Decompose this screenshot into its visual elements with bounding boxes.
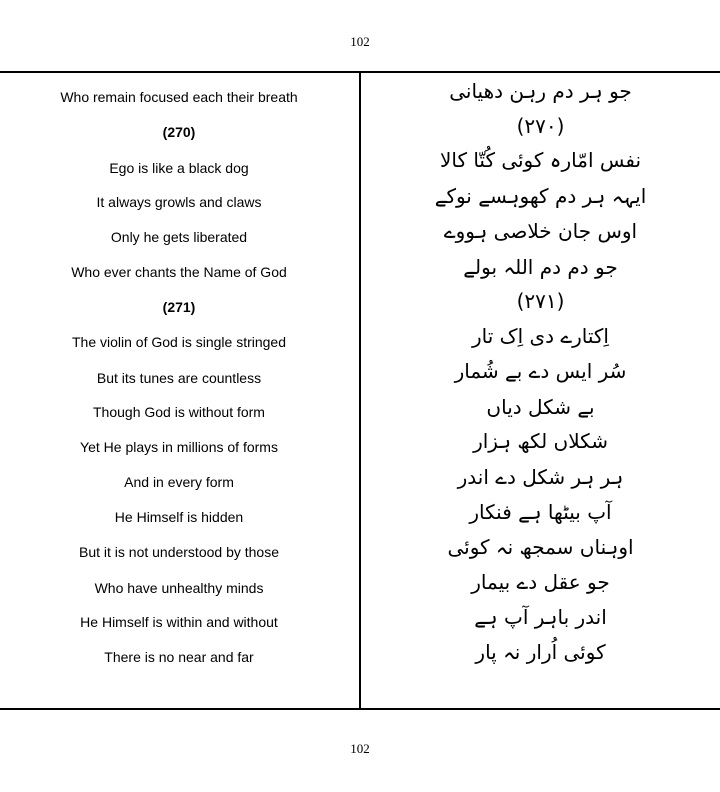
urdu-column [361, 72, 720, 708]
verse-number: (270) [162, 123, 196, 140]
urdu-line: سُر ایس دے بے شُمار [454, 358, 627, 383]
english-line: Though God is without form [93, 403, 265, 420]
english-line: The violin of God is single stringed [72, 333, 286, 350]
english-line: And in every form [124, 473, 234, 490]
english-line: Ego is like a black dog [109, 159, 249, 176]
english-line: He Himself is hidden [114, 508, 244, 525]
urdu-line: نفس امّارہ کوئی کُتّا کالا [439, 147, 642, 172]
verse-number-urdu: (۲۷۱) [516, 288, 565, 313]
page-number-bottom: 102 [350, 741, 370, 756]
urdu-line: آپ بیٹھا ہے فنکار [469, 499, 612, 524]
english-line: It always growls and claws [96, 193, 262, 210]
urdu-line: اوس جان خلاصی ہووے [443, 218, 638, 243]
english-line: Yet He plays in millions of forms [80, 438, 278, 455]
english-line: Who remain focused each their breath [60, 88, 298, 105]
urdu-line: بے شکل دیاں [486, 394, 595, 419]
english-line: But its tunes are countless [96, 369, 262, 386]
urdu-line: شکلاں لکھ ہزار [473, 428, 608, 453]
bottom-border [0, 708, 720, 710]
urdu-line: ہر ہر شکل دے اندر [457, 464, 624, 489]
urdu-line: کوئی اُرار نہ پار [475, 639, 606, 664]
urdu-line: ایہہ ہر دم کھوہسے نوکے [434, 183, 647, 208]
urdu-line: جو دم دم اللہ بولے [463, 254, 618, 279]
english-line: Who ever chants the Name of God [71, 263, 287, 280]
english-line: But it is not understood by those [78, 543, 279, 560]
verse-number-urdu: (۲۷۰) [516, 113, 565, 138]
english-line: There is no near and far [104, 648, 254, 665]
urdu-line: اوہناں سمجھ نہ کوئی [447, 534, 634, 559]
urdu-line: جو ہر دم رہن دھیانی [449, 78, 632, 103]
english-column [0, 72, 358, 708]
english-line: Who have unhealthy minds [94, 579, 264, 596]
english-line: He Himself is within and without [80, 613, 278, 630]
verse-number: (271) [162, 298, 196, 315]
page-number-top: 102 [350, 34, 370, 49]
english-line: Only he gets liberated [110, 228, 248, 245]
urdu-line: اِکتارے دی اِک تار [472, 323, 609, 348]
urdu-line: اندر باہر آپ ہے [474, 604, 607, 629]
urdu-line: جو عقل دے بیمار [471, 569, 610, 594]
